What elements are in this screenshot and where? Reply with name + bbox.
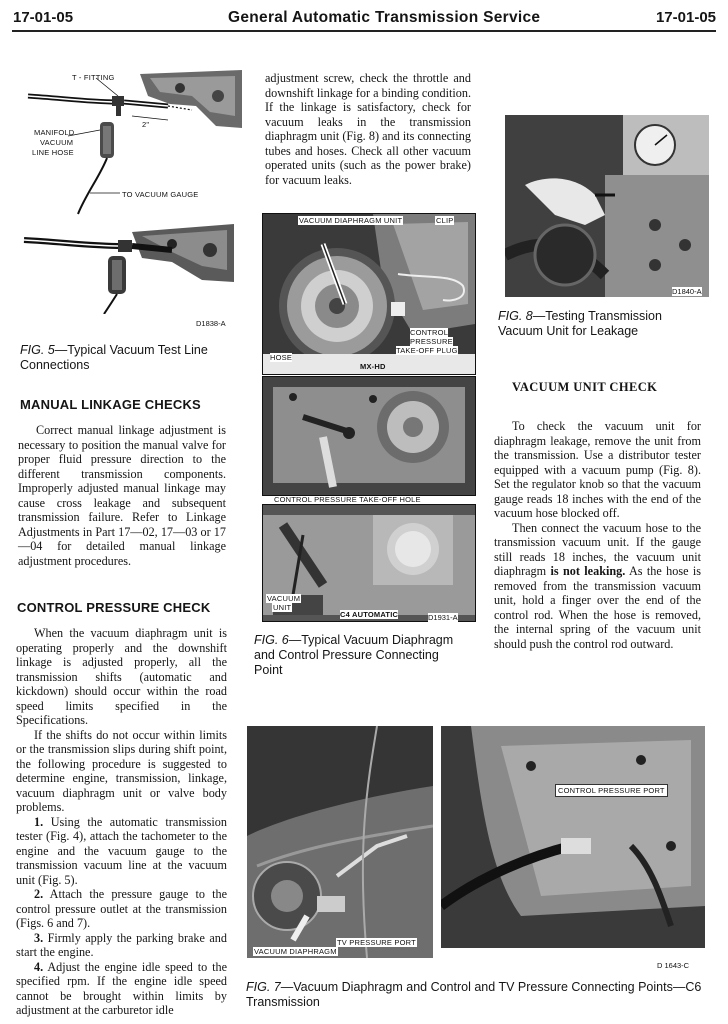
control-pressure-paragraph-1: When the vacuum diaphragm unit is operating properly and the downshift linkage is adjusted properly, all the transmission shifts (automatic and kickdown) should occur within the road speed limits specified in the Specifications. xyxy=(16,626,227,727)
label-two-inch: 2" xyxy=(142,120,150,129)
label-c4-automatic: C4 AUTOMATIC xyxy=(340,610,399,619)
header-rule xyxy=(12,30,716,32)
fig8-caption-label: FIG. 8 xyxy=(498,309,533,323)
fig7-caption-label: FIG. 7 xyxy=(246,980,281,994)
fig7-code: D 1643-C xyxy=(657,961,690,970)
label-mx-hd: MX-HD xyxy=(360,362,386,371)
label-vacuum-diaphragm: VACUUM DIAPHRAGM xyxy=(254,947,337,956)
vacuum-unit-paragraph-2: Then connect the vacuum hose to the transmission vacuum unit. If the gauge still reads 18 inches, the vacuum unit diaphragm is not leaking. As the hose is removed from the transmission vacuum unit, hold a finger over the end of the control rod. When the hose is removed, the internal spring of the vacuum unit should push the control rod outward. xyxy=(494,520,701,651)
fig7-caption-text: —Vacuum Diaphragm and Control and TV Pressure Connecting Points—C6 Transmission xyxy=(246,980,702,1009)
fig5-code: D1838-A xyxy=(196,319,226,328)
label-t-fitting: T - FITTING xyxy=(72,73,115,82)
fig7-left-photo xyxy=(247,726,433,958)
label-manifold: MANIFOLD xyxy=(34,128,75,137)
control-pressure-step-1: 1. Using the automatic transmission tester (Fig. 4), attach the tachometer to the engine and the vacuum gauge to the transmission vacuum line at the vacuum unit (Fig. 5). xyxy=(16,814,227,887)
control-pressure-heading: CONTROL PRESSURE CHECK xyxy=(17,600,211,615)
label-to-vacuum-gauge: TO VACUUM GAUGE xyxy=(122,190,199,199)
fig5-photo xyxy=(22,222,234,314)
fig6-bottom-photo xyxy=(262,504,476,622)
control-pressure-step-3: 3. Firmly apply the parking brake and start the engine. xyxy=(16,930,227,959)
page-number-right: 17-01-05 xyxy=(655,9,716,26)
vacuum-unit-body xyxy=(494,419,701,651)
fig6-caption xyxy=(254,633,466,678)
fig5-caption-label: FIG. 5 xyxy=(20,343,55,357)
label-vacuum: VACUUM xyxy=(40,138,74,147)
fig6-caption-text: —Typical Vacuum Diaphragm and Control Pressure Connecting Point xyxy=(254,633,454,677)
label-control-pressure-port: CONTROL PRESSURE PORT xyxy=(555,784,668,797)
fig8-caption xyxy=(498,309,710,339)
page-title: General Automatic Transmission Service xyxy=(228,9,541,26)
manual-linkage-heading: MANUAL LINKAGE CHECKS xyxy=(20,397,201,412)
manual-linkage-paragraph: Correct manual linkage adjustment is necessary to position the manual valve for proper fluid pressure direction to the different transmission components. Improperly adjusted manual linkage may cause cross leakage and subsequent transmission failure. Refer to Linkage Adjustments in Part 17—02, 17—03 or 17—04 for detailed manual linkage adjustment procedures. xyxy=(18,423,226,568)
middle-paragraph: adjustment screw, check the throttle and downshift linkage for a binding condition. If the linkage is satisfactory, check for vacuum leaks in the transmission diaphragm unit (Fig. 8) and its connecting tubes and hoses. Check all other vacuum operated units (such as the power brake) for vacuum leaks. xyxy=(265,71,471,187)
control-pressure-paragraph-2: If the shifts do not occur within limits or the transmission slips during shift point, the following procedure is suggested to determine engine, transmission, linkage, vacuum diaphragm unit or valve body problems. xyxy=(16,727,227,814)
label-takeoff-plug: TAKE-OFF PLUG xyxy=(396,346,458,355)
label-pressure: PRESSURE xyxy=(410,337,453,346)
control-pressure-step-2: 2. Attach the pressure gauge to the control pressure outlet at the transmission (Figs. 6 and 7). xyxy=(16,887,227,930)
label-tv-pressure-port: TV PRESSURE PORT xyxy=(337,938,416,947)
fig6-caption-label: FIG. 6 xyxy=(254,633,289,647)
fig6-middle-photo xyxy=(262,376,476,496)
fig5-caption xyxy=(20,343,240,373)
middle-column-text xyxy=(265,71,471,187)
fig6-code: D1931-A xyxy=(428,613,458,622)
control-pressure-step-4: 4. Adjust the engine idle speed to the specified rpm. If the engine idle speed cannot be brought within limits by adjustment at the carburetor idle xyxy=(16,959,228,1017)
fig7-right-photo xyxy=(441,726,705,948)
label-clip: CLIP xyxy=(436,216,454,225)
manual-linkage-body xyxy=(18,423,226,568)
label-takeoff-hole: CONTROL PRESSURE TAKE-OFF HOLE xyxy=(274,495,421,504)
label-control: CONTROL xyxy=(410,328,449,337)
control-pressure-body xyxy=(16,626,227,1018)
fig5-caption-text: —Typical Vacuum Test Line Connections xyxy=(20,343,208,372)
fig7-caption xyxy=(246,980,706,1010)
label-vacuum-6: VACUUM xyxy=(267,594,301,603)
page-number-left: 17-01-05 xyxy=(13,9,74,26)
label-line-hose: LINE HOSE xyxy=(32,148,74,157)
label-hose: HOSE xyxy=(270,353,293,362)
fig8-photo xyxy=(505,115,709,297)
fig8-code: D1840-A xyxy=(672,287,702,296)
fig8-caption-text: —Testing Transmission Vacuum Unit for Leakage xyxy=(498,309,662,338)
label-vacuum-diaphragm-unit: VACUUM DIAPHRAGM UNIT xyxy=(299,216,403,225)
label-unit-6: UNIT xyxy=(273,603,292,612)
vacuum-unit-paragraph-1: To check the vacuum unit for diaphragm leakage, remove the unit from the transmission. Use a distributor tester equipped with a vacuum pump (Fig. 8). Set the regulator knob so that the vacuum gauge reads 18 inches with the end of the vacuum hose blocked off. xyxy=(494,419,701,520)
vacuum-unit-heading: VACUUM UNIT CHECK xyxy=(512,380,658,394)
